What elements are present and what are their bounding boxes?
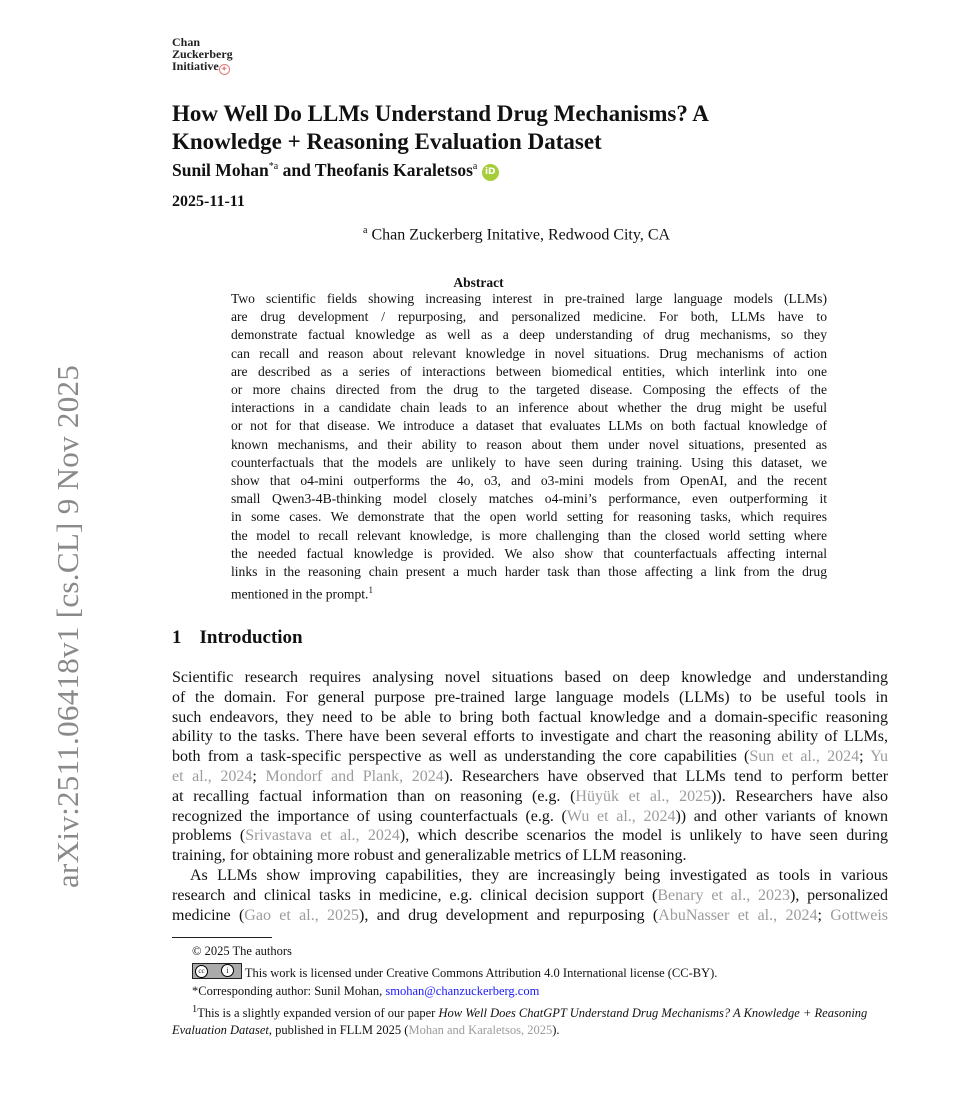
intro-text: problems ( <box>172 827 246 845</box>
czi-logo <box>172 36 233 75</box>
abstract-line <box>231 326 827 344</box>
intro-line <box>172 846 888 866</box>
intro-text: ), personalized <box>790 886 889 904</box>
citation-link[interactable]: Mondorf and Plank, 2024 <box>265 767 444 785</box>
footnote-corresponding <box>172 983 908 1000</box>
abstract-line-text: or not for that disease. We introduce a dataset that evaluates LLMs on both factual knowledge of <box>231 418 827 434</box>
czi-mark-icon: ✦ <box>219 64 230 75</box>
abstract-line <box>231 527 827 545</box>
intro-line <box>172 886 888 906</box>
intro-text: at recalling factual information than on reasoning (e.g. ( <box>172 787 576 805</box>
intro-text: such endeavors, they need to be able to bring both factual knowledge and a domain-specific reasoning <box>172 708 888 726</box>
abstract-line-text: small Qwen3-4B-thinking model closely matches o4-mini’s performance, even outperforming it <box>231 491 827 507</box>
authors <box>172 160 499 181</box>
citation-link[interactable]: Benary et al., 2023 <box>657 886 791 904</box>
arxiv-identifier[interactable]: arXiv:2511.06418v1 [cs.CL] 9 Nov 2025 <box>50 364 85 888</box>
abstract-line-text: show that o4-mini outperforms the 4o, o3, and o3-mini models from OpenAI, and the recent <box>231 473 827 489</box>
footnote-mark: 1 <box>192 1004 198 1015</box>
intro-line <box>172 866 888 886</box>
intro-text: of the domain. For general purpose pre-trained large language models (LLMs) to be useful tools in <box>172 688 888 706</box>
abstract-line <box>231 490 827 508</box>
intro-text: ; <box>252 767 266 785</box>
abstract-line <box>231 381 827 399</box>
abstract-line-text: links in the reasoning chain present a much harder task than those affecting a link from the drug <box>231 564 827 580</box>
intro-text: research and clinical tasks in medicine, e.g. clinical decision support ( <box>172 886 658 904</box>
intro-text: )) and other variants of known <box>675 807 888 825</box>
orcid-icon[interactable]: iD <box>482 164 499 181</box>
intro-line <box>172 727 888 747</box>
section-heading <box>172 627 321 649</box>
affiliation <box>363 225 670 244</box>
abstract-line-text: known mechanisms, and their ability to reason about them under novel situations, presented as <box>231 436 827 452</box>
abstract-line <box>231 436 827 454</box>
abstract-line <box>231 472 827 490</box>
abstract-line-text: are described as a series of interactions between biomedical entities, which interlink into one <box>231 363 827 379</box>
intro-line <box>172 807 888 827</box>
intro-line <box>172 826 888 846</box>
abstract-line <box>231 345 827 363</box>
abstract-line <box>231 417 827 435</box>
citation-link[interactable]: Mohan and Karaletsos, 2025 <box>408 1023 553 1038</box>
intro-line <box>172 787 888 807</box>
intro-text: )). Researchers have also <box>711 787 888 805</box>
intro-text: ), which describe scenarios the model is unlikely to have seen during <box>399 827 889 845</box>
affil-text: Chan Zuckerberg Initative, Redwood City, CA <box>371 226 671 244</box>
abstract-line-text: can recall and reason about relevant knowledge in novel situations. Drug mechanisms of action <box>231 345 827 361</box>
fn-text: This is a slightly expanded version of our paper <box>197 1006 439 1021</box>
section-title: Introduction <box>199 627 303 648</box>
author-sup: *a <box>268 161 279 173</box>
footnote-license <box>172 963 908 982</box>
citation-link[interactable]: Gao et al., 2025 <box>244 906 360 924</box>
abstract-line-text: in some cases. We demonstrate that the open world setting for reasoning tasks, which requires <box>231 509 827 525</box>
footnote-mark: 1 <box>368 585 373 596</box>
author-sup: a <box>472 161 478 173</box>
intro-line <box>172 767 888 787</box>
abstract-line-text: demonstrate factual knowledge as well as a deep understanding of drug mechanisms, so they <box>231 327 827 343</box>
abstract-line <box>231 308 827 326</box>
abstract-line-text: the model to recall relevant knowledge, is more challenging than the closed world setting where <box>231 527 827 543</box>
footnote-copyright: © 2025 The authors <box>192 944 292 958</box>
intro-text: Scientific research requires analysing novel situations based on deep knowledge and understanding <box>172 669 888 686</box>
abstract-line <box>231 581 827 604</box>
citation-link[interactable]: Srivastava et al., 2024 <box>245 827 400 845</box>
citation-link[interactable]: AbuNasser et al., 2024 <box>658 906 818 924</box>
citation-link[interactable]: Gottweis <box>830 906 888 924</box>
intro-text: training, for obtaining more robust and generalizable metrics of LLM reasoning. <box>172 847 687 865</box>
abstract-body <box>231 290 827 604</box>
affil-sup: a <box>363 225 368 236</box>
citation-link[interactable]: Hüyük et al., 2025 <box>575 787 712 805</box>
abstract-line <box>231 399 827 417</box>
footnote-1 <box>172 1001 888 1039</box>
corr-text: Corresponding author: Sunil Mohan, <box>198 984 386 998</box>
intro-line <box>172 688 888 708</box>
license-text: This work is licensed under Creative Commons Attribution 4.0 International license (CC-BY). <box>244 966 718 980</box>
abstract-line <box>231 363 827 381</box>
logo-line: Initiative <box>172 59 219 73</box>
intro-text: ability to the tasks. There have been several efforts to investigate and chart the reasoning ability of LLMs, <box>172 728 888 746</box>
citation-link[interactable]: Yu <box>870 748 889 766</box>
intro-text: ; <box>859 748 871 766</box>
abstract-line <box>231 290 827 308</box>
paper-date: 2025-11-11 <box>172 193 245 210</box>
fn-paper-title: How Well Does ChatGPT Understand Drug Mechanisms? A Knowledge + <box>438 1006 812 1021</box>
footnote-rule <box>172 937 272 938</box>
logo-line: Chan <box>172 35 201 49</box>
citation-link[interactable]: et al., 2024 <box>172 767 253 785</box>
email-link[interactable]: smohan@chanzuckerberg.com <box>385 984 540 998</box>
logo-line: Zuckerberg <box>172 47 233 61</box>
intro-text: both from a task-specific perspective as well as understanding the core capabilities ( <box>172 748 750 766</box>
title-line: How Well Do LLMs Understand Drug Mechanisms? A <box>172 101 709 126</box>
abstract-line-text: are drug development / repurposing, and personalized medicine. For both, LLMs have to <box>231 309 827 325</box>
intro-line <box>172 747 888 767</box>
abstract-heading: Abstract <box>453 275 504 290</box>
fn-paper-title: Reasoning Evaluation Dataset <box>172 1006 868 1038</box>
citation-link[interactable]: Sun et al., 2024 <box>749 748 860 766</box>
cc-by-icon <box>192 963 242 979</box>
abstract-line-text: interactions in a candidate chain leads to an inference about whether the drug might be useful <box>231 400 827 416</box>
intro-text: medicine ( <box>172 906 245 924</box>
introduction-body <box>172 668 888 925</box>
fn-text: ). <box>552 1023 560 1038</box>
paper-title <box>172 100 709 156</box>
title-line: Knowledge + Reasoning Evaluation Dataset <box>172 129 602 154</box>
author-name: Theofanis Karaletsos <box>314 160 473 180</box>
abstract-line-text: mentioned in the prompt. <box>231 586 369 602</box>
intro-line <box>172 708 888 728</box>
intro-line <box>172 668 888 688</box>
section-number: 1 <box>172 627 182 648</box>
abstract-line <box>231 454 827 472</box>
abstract-line-text: the needed factual knowledge is provided. We also show that counterfactuals affecting internal <box>231 545 827 561</box>
citation-link[interactable]: Wu et al., 2024 <box>566 807 676 825</box>
abstract-line <box>231 508 827 526</box>
intro-text: As LLMs show improving capabilities, they are increasingly being investigated as tools in various <box>190 866 888 884</box>
abstract-line-text: or more chains directed from the drug to the targeted disease. Composing the effects of the <box>231 382 827 398</box>
abstract-line <box>231 563 827 581</box>
intro-line <box>172 906 888 926</box>
footnote-mark: * <box>192 984 199 998</box>
intro-text: ), and drug development and repurposing ( <box>359 906 659 924</box>
author-and: and <box>278 160 315 180</box>
author-name: Sunil Mohan <box>172 160 269 180</box>
abstract-line-text: Two scientific fields showing increasing interest in pre-trained large language models (LLMs) <box>231 291 827 306</box>
abstract-line <box>231 545 827 563</box>
intro-text: recognized the importance of using counterfactuals (e.g. ( <box>172 807 567 825</box>
intro-text: ; <box>817 906 831 924</box>
intro-text: ). Researchers have observed that LLMs tend to perform better <box>443 767 889 785</box>
fn-text: , published in FLLM 2025 ( <box>268 1023 409 1038</box>
abstract-line-text: counterfactuals that the models are unlikely to have seen during training. Using this dataset, we <box>231 454 827 470</box>
